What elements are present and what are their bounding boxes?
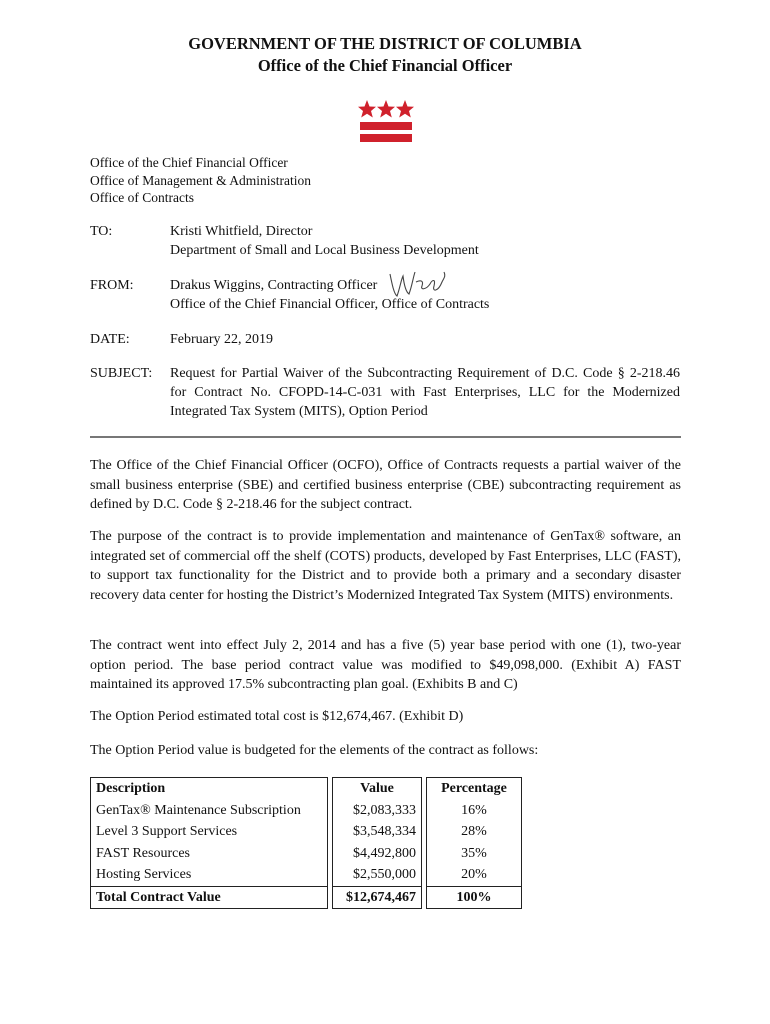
row-value: $2,550,000: [333, 864, 422, 886]
star-icon: [358, 100, 376, 118]
date-label: DATE:: [90, 332, 130, 347]
flag-stars: [358, 100, 414, 118]
total-description: Total Contract Value: [91, 886, 328, 909]
header-description: Description: [91, 778, 328, 800]
header-value: Value: [333, 778, 422, 800]
row-description: GenTax® Maintenance Subscription: [91, 800, 328, 822]
date-value: February 22, 2019: [170, 332, 274, 347]
header-percentage: Percentage: [427, 778, 522, 800]
flag-bar-bottom: [360, 134, 412, 142]
office-line: Office of the Chief Financial Officer: [90, 155, 288, 170]
from-name: Drakus Wiggins, Contracting Officer: [170, 278, 378, 293]
star-icon: [377, 100, 395, 118]
office-title: Office of the Chief Financial Officer: [257, 56, 513, 75]
row-value: $4,492,800: [333, 843, 422, 865]
subject-value: Request for Partial Waiver of the Subcontracting Requirement of D.C. Code § 2-218.46 for Contract No. CFOPD-14-C-031 with Fast Enterprises, LLC for the Modernized Integrated Tax System (MITS), Option Period: [170, 366, 680, 419]
budget-table: [90, 777, 522, 909]
total-percentage: 100%: [427, 886, 522, 909]
to-value: [170, 222, 680, 260]
paragraph-waiver-request: The Office of the Chief Financial Officer (OCFO), Office of Contracts requests a partial waiver of the small business enterprise (SBE) and certified business enterprise (CBE) subcontracting requirement as defined by D.C. Code § 2-218.46 for the subject contract.: [90, 458, 681, 512]
flag-bar-top: [360, 122, 412, 130]
memo-date: [90, 330, 690, 350]
star-icon: [396, 100, 414, 118]
row-description: FAST Resources: [91, 843, 328, 865]
row-value: $2,083,333: [333, 800, 422, 822]
dc-flag-logo: [358, 100, 414, 144]
from-dept: Office of the Chief Financial Officer, Office of Contracts: [170, 297, 490, 312]
row-value: $3,548,334: [333, 821, 422, 843]
office-line: Office of Contracts: [90, 190, 194, 205]
memo-subject: [90, 364, 690, 424]
signature-mark: [386, 268, 448, 300]
total-value: $12,674,467: [333, 886, 422, 909]
to-dept: Department of Small and Local Business Development: [170, 243, 479, 258]
table-total-row: [91, 886, 522, 909]
row-percentage: 16%: [427, 800, 522, 822]
row-description: Hosting Services: [91, 864, 328, 886]
subject-label: SUBJECT:: [90, 366, 153, 381]
from-label: FROM:: [90, 278, 134, 293]
table-row: [91, 864, 522, 886]
table-row: [91, 843, 522, 865]
to-name: Kristi Whitfield, Director: [170, 224, 313, 239]
table-row: [91, 821, 522, 843]
office-line: Office of Management & Administration: [90, 172, 311, 188]
row-percentage: 20%: [427, 864, 522, 886]
to-label: TO:: [90, 224, 113, 239]
paragraph-contract-purpose: The purpose of the contract is to provide implementation and maintenance of GenTax® software, an integrated set of commercial off the shelf (COTS) products, developed by Fast Enterprises, LLC (FAST), to support tax functionality for the District and to provide both a primary and a secondary disaster recovery data center for hosting the District’s Modernized Integrated Tax System (MITS) environments.: [90, 529, 681, 603]
signature-stroke: [390, 272, 445, 296]
row-description: Level 3 Support Services: [91, 821, 328, 843]
divider: [90, 436, 681, 438]
table-header-row: [91, 778, 522, 800]
paragraph-contract-terms: The contract went into effect July 2, 2014 and has a five (5) year base period with one (1), two-year option period. The base period contract value was modified to $49,098,000. (Exhibit A) FAST maintained its approved 17.5% subcontracting plan goal. (Exhibits B and C): [90, 638, 681, 692]
memo-to: [90, 222, 690, 262]
government-title: GOVERNMENT OF THE DISTRICT OF COLUMBIA: [188, 34, 582, 53]
row-percentage: 28%: [427, 821, 522, 843]
paragraph-option-cost: The Option Period estimated total cost is $12,674,467. (Exhibit D): [90, 709, 464, 724]
office-address-block: [90, 154, 311, 207]
table-row: [91, 800, 522, 822]
paragraph-budget-intro: The Option Period value is budgeted for the elements of the contract as follows:: [90, 743, 539, 758]
row-percentage: 35%: [427, 843, 522, 865]
